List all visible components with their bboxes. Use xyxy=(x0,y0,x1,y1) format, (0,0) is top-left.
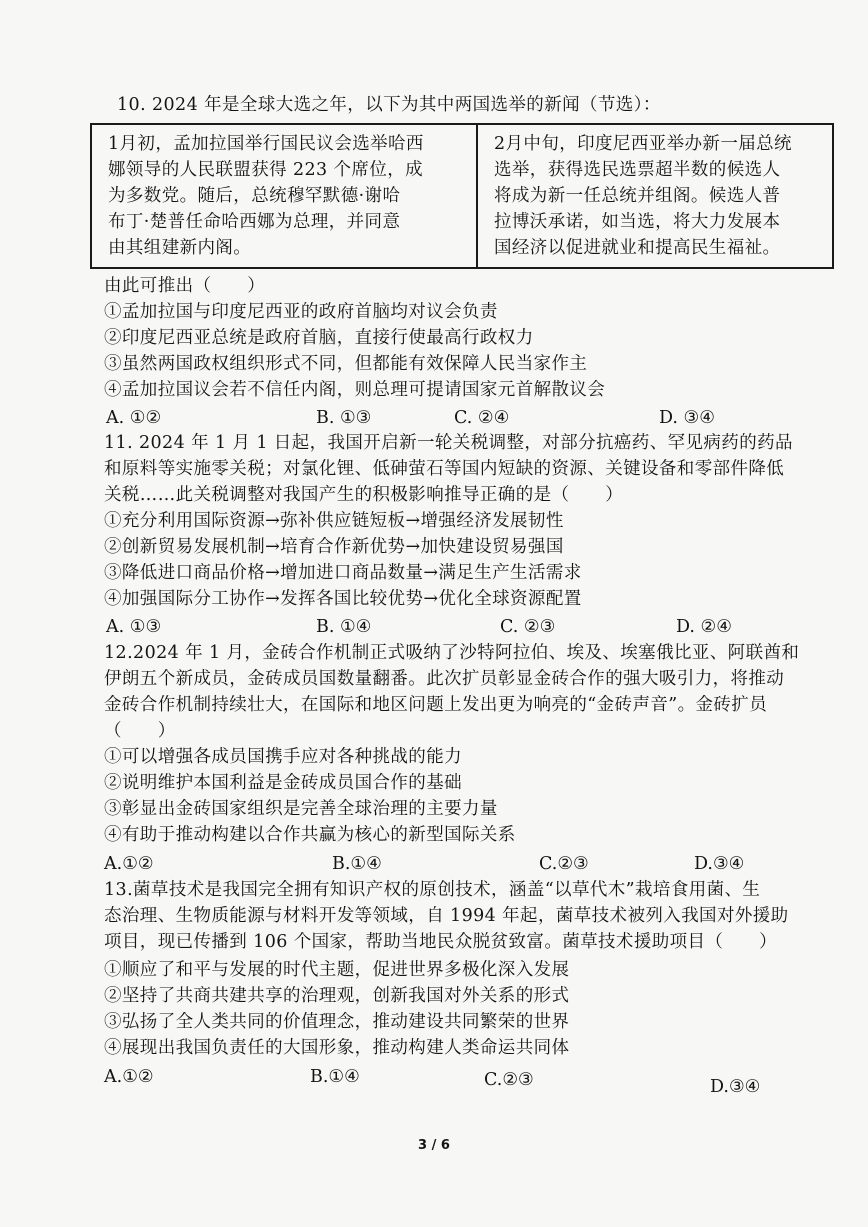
q12-stem-line: 伊朗五个新成员，金砖成员国数量翻番。此次扩员彰显金砖合作的强大吸引力，将推动 xyxy=(104,669,785,689)
q12-option-d[interactable]: D.③④ xyxy=(694,854,745,874)
q11-item: ④加强国际分工协作→发挥各国比较优势→优化全球资源配置 xyxy=(104,589,582,609)
q12-item: ①可以增强各成员国携手应对各种挑战的能力 xyxy=(104,747,462,767)
q10-box-left-line: 为多数党。随后，总统穆罕默德·谢哈 xyxy=(108,186,401,206)
q11-item: ②创新贸易发展机制→培育合作新优势→加快建设贸易强国 xyxy=(104,537,564,557)
q12-item: ②说明维护本国利益是金砖成员国合作的基础 xyxy=(104,773,462,793)
q13-item: ④展现出我国负责任的大国形象，推动构建人类命运共同体 xyxy=(104,1038,570,1058)
q13-stem-line: 13.菌草技术是我国完全拥有知识产权的原创技术，涵盖“以草代木”栽培食用菌、生 xyxy=(104,880,761,900)
q13-stem-line: 态治理、生物质能源与材料开发等领域，自 1994 年起，菌草技术被列入我国对外援助 xyxy=(104,906,789,926)
q10-box-right-line: 国经济以促进就业和提高民生福祉。 xyxy=(494,238,781,258)
q13-item: ③弘扬了全人类共同的价值理念，推动建设共同繁荣的世界 xyxy=(104,1012,570,1032)
q10-item: ②印度尼西亚总统是政府首脑，直接行使最高行政权力 xyxy=(104,328,534,348)
q13-option-d[interactable]: D.③④ xyxy=(710,1077,761,1097)
q13-option-a[interactable]: A.①② xyxy=(104,1067,154,1087)
q13-stem-line: 项目，现已传播到 106 个国家，帮助当地民众脱贫致富。菌草技术援助项目（ ） xyxy=(104,932,778,952)
q12-stem-line: （ ） xyxy=(104,721,176,741)
q10-option-d[interactable]: D. ③④ xyxy=(659,408,715,428)
q12-stem-line: 金砖合作机制持续壮大，在国际和地区问题上发出更为响亮的“金砖声音”。金砖扩员 xyxy=(104,695,768,715)
q11-option-a[interactable]: A. ①③ xyxy=(106,617,162,637)
q10-box-right-line: 拉博沃承诺，如当选，将大力发展本 xyxy=(494,212,781,232)
q13-item: ①顺应了和平与发展的时代主题，促进世界多极化深入发展 xyxy=(104,960,570,980)
q10-box-left-line: 娜领导的人民联盟获得 223 个席位，成 xyxy=(108,160,424,180)
q10-item: ①孟加拉国与印度尼西亚的政府首脑均对议会负责 xyxy=(104,302,498,322)
q12-stem-line: 12.2024 年 1 月，金砖合作机制正式吸纳了沙特阿拉伯、埃及、埃塞俄比亚、阿联酋和 xyxy=(104,643,800,663)
q11-option-c[interactable]: C. ②③ xyxy=(500,617,556,637)
q10-option-b[interactable]: B. ①③ xyxy=(316,408,372,428)
q10-box-right-line: 选举，获得选民选票超半数的候选人 xyxy=(494,160,781,180)
q10-box-divider xyxy=(476,125,478,267)
q11-item: ③降低进口商品价格→增加进口商品数量→满足生产生活需求 xyxy=(104,563,582,583)
q10-option-c[interactable]: C. ②④ xyxy=(454,408,510,428)
q10-option-a[interactable]: A. ①② xyxy=(106,408,162,428)
q11-stem-line: 关税……此关税调整对我国产生的积极影响推导正确的是（ ） xyxy=(104,485,624,505)
q11-option-b[interactable]: B. ①④ xyxy=(316,617,372,637)
q10-item: ④孟加拉国议会若不信任内阁，则总理可提请国家元首解散议会 xyxy=(104,380,606,400)
q10-stem: 10. 2024 年是全球大选之年，以下为其中两国选举的新闻（节选）： xyxy=(117,95,661,115)
q12-option-c[interactable]: C.②③ xyxy=(539,854,589,874)
q13-option-b[interactable]: B.①④ xyxy=(310,1067,360,1087)
q13-item: ②坚持了共商共建共享的治理观，创新我国对外关系的形式 xyxy=(104,986,570,1006)
q10-box-right-line: 将成为新一任总统并组阁。候选人普 xyxy=(494,186,781,206)
q10-box-left-line: 由其组建新内阁。 xyxy=(108,238,252,258)
q11-stem-line: 11. 2024 年 1 月 1 日起，我国开启新一轮关税调整，对部分抗癌药、罕见病药的药品 xyxy=(104,433,793,453)
q10-box-left-line: 1月初，孟加拉国举行国民议会选举哈西 xyxy=(108,134,424,154)
q10-news-box xyxy=(90,123,834,269)
page-number: 3 / 6 xyxy=(418,1138,450,1153)
q12-item: ③彰显出金砖国家组织是完善全球治理的主要力量 xyxy=(104,799,498,819)
q11-stem-line: 和原料等实施零关税；对氯化锂、低砷萤石等国内短缺的资源、关键设备和零部件降低 xyxy=(104,459,785,479)
q11-item: ①充分利用国际资源→弥补供应链短板→增强经济发展韧性 xyxy=(104,511,564,531)
q11-option-d[interactable]: D. ②④ xyxy=(676,617,732,637)
q10-prompt: 由此可推出（ ） xyxy=(104,276,266,296)
q12-option-b[interactable]: B.①④ xyxy=(332,854,382,874)
q12-option-a[interactable]: A.①② xyxy=(104,854,154,874)
q12-item: ④有助于推动构建以合作共赢为核心的新型国际关系 xyxy=(104,825,516,845)
q10-item: ③虽然两国政权组织形式不同，但都能有效保障人民当家作主 xyxy=(104,354,588,374)
q10-box-left-line: 布丁·楚普任命哈西娜为总理，并同意 xyxy=(108,212,401,232)
q10-box-right-line: 2月中旬，印度尼西亚举办新一届总统 xyxy=(494,134,792,154)
q13-option-c[interactable]: C.②③ xyxy=(484,1070,534,1090)
